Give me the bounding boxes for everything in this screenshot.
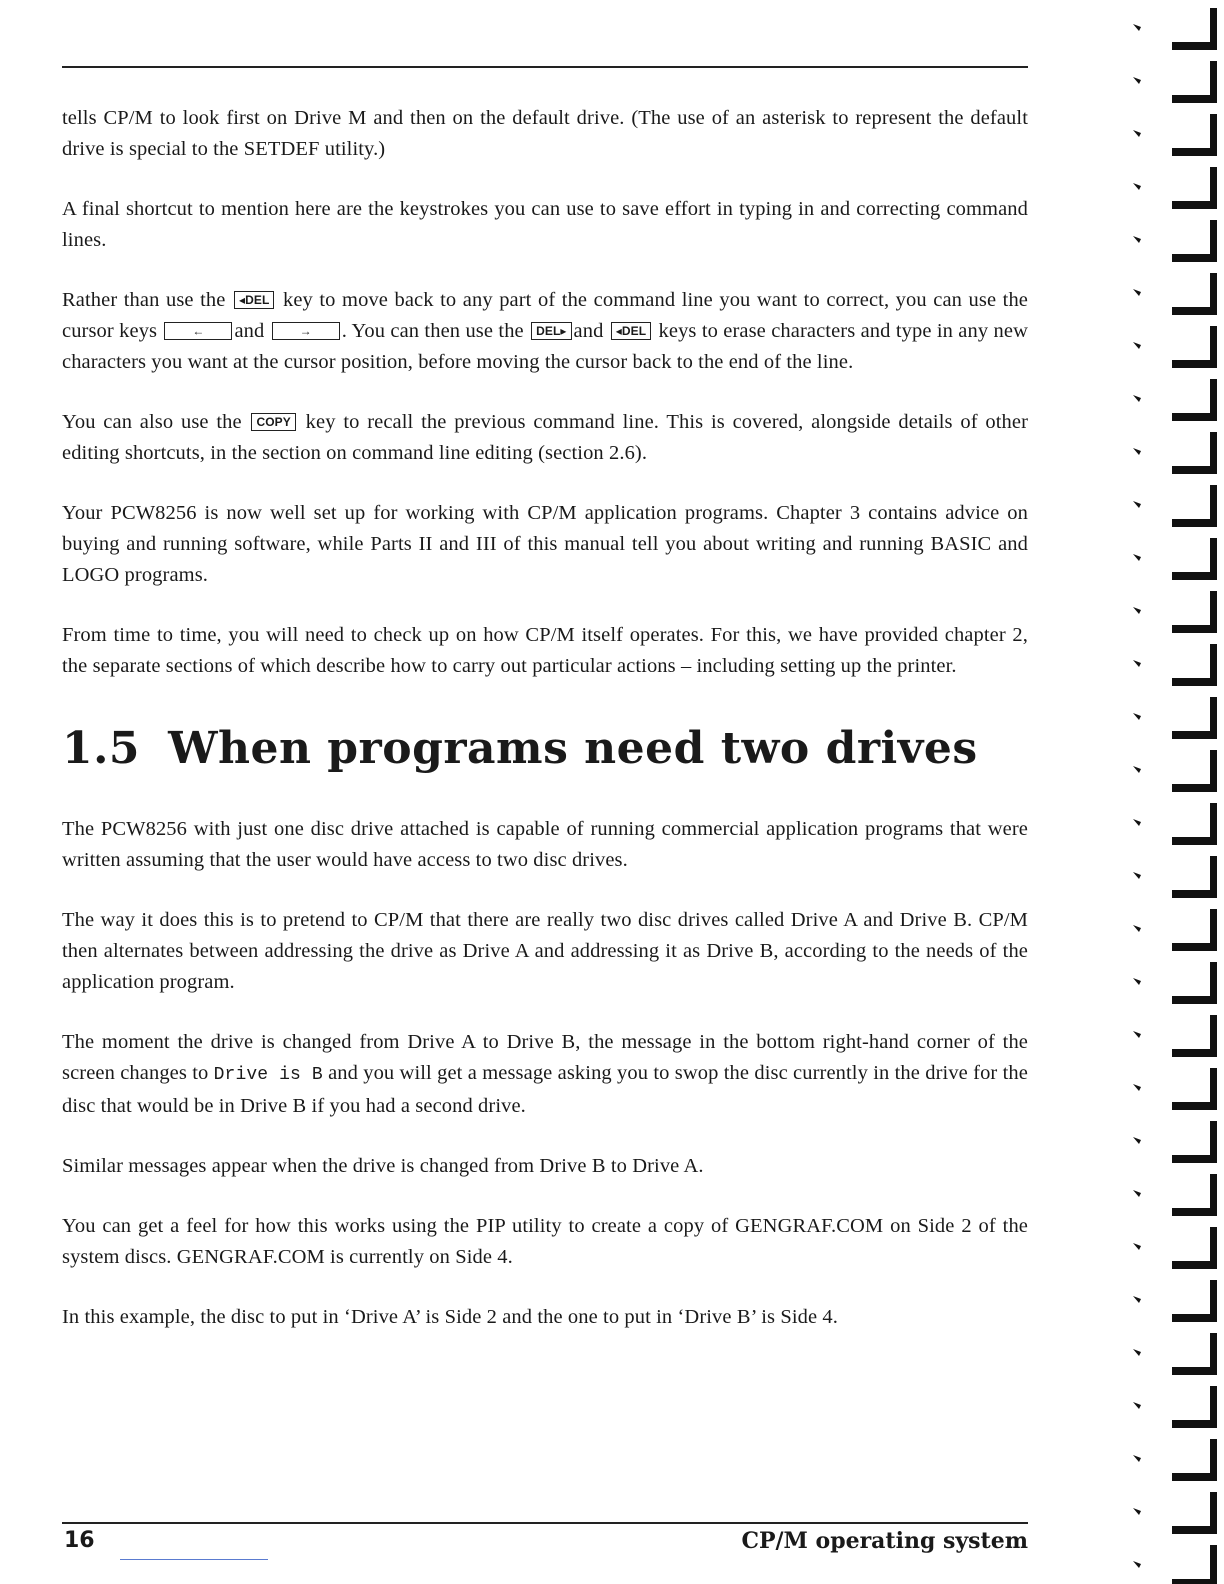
binding-tick: [1133, 342, 1141, 349]
binding-tick: [1133, 1190, 1141, 1197]
cursor-left-key: ←: [164, 322, 232, 340]
binding-tick: [1133, 1243, 1141, 1250]
binding-tick: [1133, 501, 1141, 508]
binding-hook: [1172, 61, 1217, 103]
binding-tick: [1133, 1084, 1141, 1091]
binding-hook: [1172, 1121, 1217, 1163]
text-fragment: The moment the drive is changed from Drive A to Drive B, the message in the bottom right-hand corner of the screen changes to: [62, 1031, 1028, 1084]
spiral-binding: [1114, 0, 1224, 1584]
binding-hook: [1172, 909, 1217, 951]
paragraph-pcw-setup: Your PCW8256 is now well set up for working with CP/M application programs. Chapter 3 contains advice on buying and running software, while Parts II and III of this manual tell you about writing and running BASIC and LOGO programs.: [62, 502, 1028, 586]
del-left-key: ◂DEL: [611, 322, 651, 340]
binding-tick: [1133, 554, 1141, 561]
binding-hook: [1172, 1492, 1217, 1534]
screen-message-code: Drive is B: [213, 1065, 323, 1085]
binding-hook: [1172, 167, 1217, 209]
binding-tick: [1133, 1137, 1141, 1144]
binding-tick: [1133, 1296, 1141, 1303]
binding-tick: [1133, 24, 1141, 31]
del-right-key: DEL▸: [531, 322, 571, 340]
paragraph-pretend-drives: The way it does this is to pretend to CP/M that there are really two disc drives called Drive A and Drive B. CP/M then alternates between addressing the drive as Drive A and addressing it as Drive B, according to the needs of the application program.: [62, 909, 1028, 993]
text-fragment: You can also use the: [62, 411, 242, 433]
binding-hook: [1172, 1174, 1217, 1216]
text-fragment: key to move back to any part of the command line you want to correct, you can use the cursor keys: [62, 289, 1028, 342]
binding-tick: [1133, 978, 1141, 985]
binding-tick: [1133, 1031, 1141, 1038]
top-rule: [62, 66, 1028, 68]
binding-tick: [1133, 713, 1141, 720]
text-fragment: and you will get a message asking you to swop the disc currently in the drive for the disc that would be in Drive B if you had a second drive.: [62, 1062, 1028, 1117]
paragraph-setdef: tells CP/M to look first on Drive M and then on the default drive. (The use of an asterisk to represent the default drive is special to the SETDEF utility.): [62, 107, 1028, 160]
text-fragment: and: [573, 320, 604, 342]
binding-hook: [1172, 1545, 1217, 1584]
binding-tick: [1133, 660, 1141, 667]
paragraph-chapter-2: From time to time, you will need to check up on how CP/M itself operates. For this, we have provided chapter 2, the separate sections of which describe how to carry out particular actions – including setting up the printer.: [62, 624, 1028, 677]
page-body: [62, 103, 1028, 1362]
paragraph-similar-messages: Similar messages appear when the drive is changed from Drive B to Drive A.: [62, 1155, 704, 1177]
binding-hook: [1172, 1386, 1217, 1428]
binding-tick: [1133, 183, 1141, 190]
binding-tick: [1133, 766, 1141, 773]
binding-hook: [1172, 8, 1217, 50]
scan-artifact-line: [120, 1559, 268, 1560]
page-number: 16: [64, 1528, 95, 1553]
footer-title: CP/M operating system: [741, 1528, 1028, 1554]
binding-hook: [1172, 591, 1217, 633]
binding-hook: [1172, 114, 1217, 156]
text-fragment: Rather than use the: [62, 289, 226, 311]
del-left-key: ◂DEL: [234, 291, 274, 309]
binding-hook: [1172, 1015, 1217, 1057]
binding-tick: [1133, 289, 1141, 296]
section-title: When programs need two drives: [168, 723, 978, 774]
text-fragment: key to recall the previous command line. This is covered, alongside details of other editing shortcuts, in the section on command line editing (section 2.6).: [62, 411, 1028, 464]
binding-tick: [1133, 236, 1141, 243]
binding-hook: [1172, 697, 1217, 739]
paragraph-cursor-keys: [62, 285, 1028, 378]
binding-tick: [1133, 925, 1141, 932]
binding-tick: [1133, 1455, 1141, 1462]
binding-tick: [1133, 1349, 1141, 1356]
binding-tick: [1133, 607, 1141, 614]
paragraph-one-drive: The PCW8256 with just one disc drive attached is capable of running commercial application programs that were written assuming that the user would have access to two disc drives.: [62, 818, 1028, 871]
binding-hook: [1172, 1280, 1217, 1322]
binding-tick: [1133, 395, 1141, 402]
binding-hook: [1172, 1227, 1217, 1269]
paragraph-copy-key: [62, 407, 1028, 469]
binding-hook: [1172, 432, 1217, 474]
binding-hook: [1172, 326, 1217, 368]
binding-tick: [1133, 872, 1141, 879]
paragraph-drive-message: [62, 1027, 1028, 1122]
binding-tick: [1133, 1402, 1141, 1409]
binding-tick: [1133, 77, 1141, 84]
text-fragment: . You can then use the: [341, 320, 524, 342]
binding-tick: [1133, 130, 1141, 137]
binding-hook: [1172, 644, 1217, 686]
binding-hook: [1172, 856, 1217, 898]
paragraph-shortcut: A final shortcut to mention here are the keystrokes you can use to save effort in typing in and correcting command lines.: [62, 198, 1028, 251]
binding-tick: [1133, 1561, 1141, 1568]
binding-hook: [1172, 1068, 1217, 1110]
binding-hook: [1172, 1333, 1217, 1375]
binding-hook: [1172, 538, 1217, 580]
binding-hook: [1172, 803, 1217, 845]
text-fragment: and: [234, 320, 265, 342]
binding-tick: [1133, 448, 1141, 455]
binding-hook: [1172, 1439, 1217, 1481]
binding-hook: [1172, 750, 1217, 792]
paragraph-pip-example: You can get a feel for how this works using the PIP utility to create a copy of GENGRAF.COM on Side 2 of the system discs. GENGRAF.COM is currently on Side 4.: [62, 1215, 1028, 1268]
copy-key: COPY: [251, 413, 295, 431]
binding-hook: [1172, 962, 1217, 1004]
binding-hook: [1172, 273, 1217, 315]
cursor-right-key: →: [272, 322, 340, 340]
paragraph-disc-sides: In this example, the disc to put in ‘Drive A’ is Side 2 and the one to put in ‘Drive B’ is Side 4.: [62, 1306, 838, 1328]
section-number: 1.5: [62, 723, 141, 774]
section-heading: [62, 722, 1028, 776]
binding-hook: [1172, 485, 1217, 527]
bottom-rule: [62, 1522, 1028, 1524]
binding-tick: [1133, 1508, 1141, 1515]
binding-hook: [1172, 220, 1217, 262]
text-fragment: keys to erase characters and type in any new characters you want at the cursor position, before moving the cursor back to the end of the line.: [62, 320, 1028, 373]
binding-hook: [1172, 379, 1217, 421]
binding-tick: [1133, 819, 1141, 826]
